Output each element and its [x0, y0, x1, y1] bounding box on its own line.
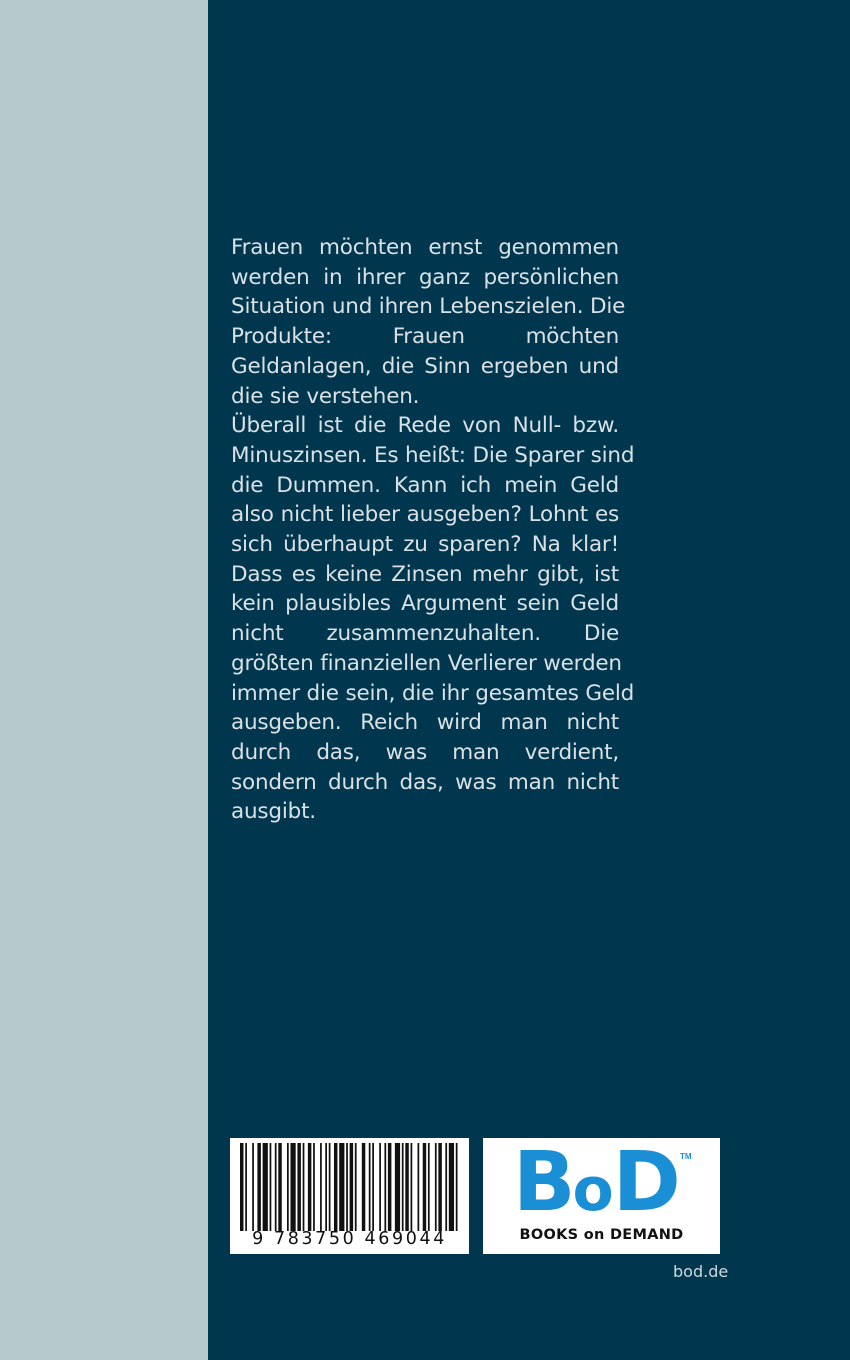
barcode-bar: [275, 1143, 277, 1231]
barcode-bar: [308, 1143, 311, 1231]
blurb-line: ausgeben. Reich wird man nicht: [231, 710, 619, 736]
barcode-bar: [290, 1143, 295, 1231]
barcode-bar: [252, 1143, 254, 1231]
blurb-line: Frauen möchten ernst genommen: [231, 235, 619, 260]
barcode-bar: [428, 1143, 430, 1231]
blurb-line: nicht zusammenzuhalten. Die: [231, 621, 619, 647]
barcode-bar: [355, 1143, 357, 1231]
barcode-bar: [411, 1143, 413, 1231]
barcode-bar: [417, 1143, 419, 1231]
barcode-bar: [388, 1143, 391, 1231]
bod-logo-mark: [513, 1135, 678, 1231]
blurb-line: Situation und ihren Lebenszielen. Die: [231, 294, 626, 320]
blurb-line: die sie verstehen.: [231, 383, 420, 409]
logo-letter-o: o: [572, 1155, 613, 1225]
barcode-bar: [362, 1143, 365, 1231]
blurb-line: kein plausibles Argument sein Geld: [231, 591, 619, 617]
blurb-line: größten finanziellen Verlierer werden: [231, 650, 622, 676]
barcode-bar: [297, 1143, 300, 1231]
book-spine: [0, 0, 208, 1360]
barcode-bar: [320, 1143, 322, 1231]
logo-letter-b: B: [513, 1135, 573, 1230]
blurb-line: sondern durch das, was man nicht: [231, 769, 619, 795]
isbn-barcode: [230, 1138, 469, 1254]
blurb-line: durch das, was man verdient,: [231, 739, 619, 765]
barcode-bar: [405, 1143, 408, 1231]
barcode-bar: [257, 1143, 260, 1231]
barcode-bar: [372, 1143, 374, 1231]
publisher-tagline: BOOKS on DEMAND: [519, 1227, 684, 1243]
barcode-bar: [245, 1143, 247, 1231]
publisher-website: bod.de: [673, 1262, 729, 1281]
blurb-line: Überall ist die Rede von Null- bzw.: [231, 413, 619, 439]
barcode-bar: [325, 1143, 327, 1231]
barcode-bar: [240, 1143, 243, 1231]
blurb-line: Produkte: Frauen möchten: [231, 324, 619, 350]
barcode-bar: [369, 1143, 371, 1231]
blurb-line: werden in ihrer ganz persönlichen: [231, 264, 619, 290]
barcode-bar: [449, 1143, 454, 1231]
publisher-logo: [483, 1135, 720, 1254]
barcode-bar: [435, 1143, 437, 1231]
trademark-symbol: TM: [680, 1152, 692, 1161]
barcode-bar: [263, 1143, 268, 1231]
barcode-bar: [402, 1143, 404, 1231]
barcode-bar: [270, 1143, 272, 1231]
blurb-text: [231, 233, 635, 827]
blurb-line: also nicht lieber ausgeben? Lohnt es: [231, 502, 619, 528]
barcode-bar: [313, 1143, 315, 1231]
blurb-line: ausgibt.: [231, 799, 316, 825]
barcode-bar: [384, 1143, 386, 1231]
blurb-line: immer die sein, die ihr gesamtes Geld: [231, 680, 635, 706]
barcode-bar: [379, 1143, 381, 1231]
blurb-line: die Dummen. Kann ich mein Geld: [231, 472, 619, 498]
logo-letter-d: D: [612, 1135, 678, 1230]
barcode-bar: [438, 1143, 441, 1231]
barcode-bar: [287, 1143, 289, 1231]
barcode-bar: [334, 1143, 337, 1231]
barcode-bar: [350, 1143, 353, 1231]
barcode-bars: [240, 1143, 461, 1231]
barcode-bar: [329, 1143, 331, 1231]
barcode-bar: [303, 1143, 305, 1231]
blurb-line: sich überhaupt zu sparen? Na klar!: [231, 532, 619, 558]
barcode-bar: [346, 1143, 348, 1231]
blurb-line: Dass es keine Zinsen mehr gibt, ist: [231, 561, 619, 587]
isbn-number: 9 783750 469044: [252, 1229, 447, 1249]
barcode-bar: [395, 1143, 400, 1231]
blurb-line: Minuszinsen. Es heißt: Die Sparer sind: [231, 442, 635, 468]
barcode-bar: [278, 1143, 281, 1231]
barcode-bar: [445, 1143, 447, 1231]
blurb-line: Geldanlagen, die Sinn ergeben und: [231, 353, 619, 379]
barcode-bar: [423, 1143, 426, 1231]
barcode-bar: [339, 1143, 344, 1231]
barcode-bar: [456, 1143, 458, 1231]
